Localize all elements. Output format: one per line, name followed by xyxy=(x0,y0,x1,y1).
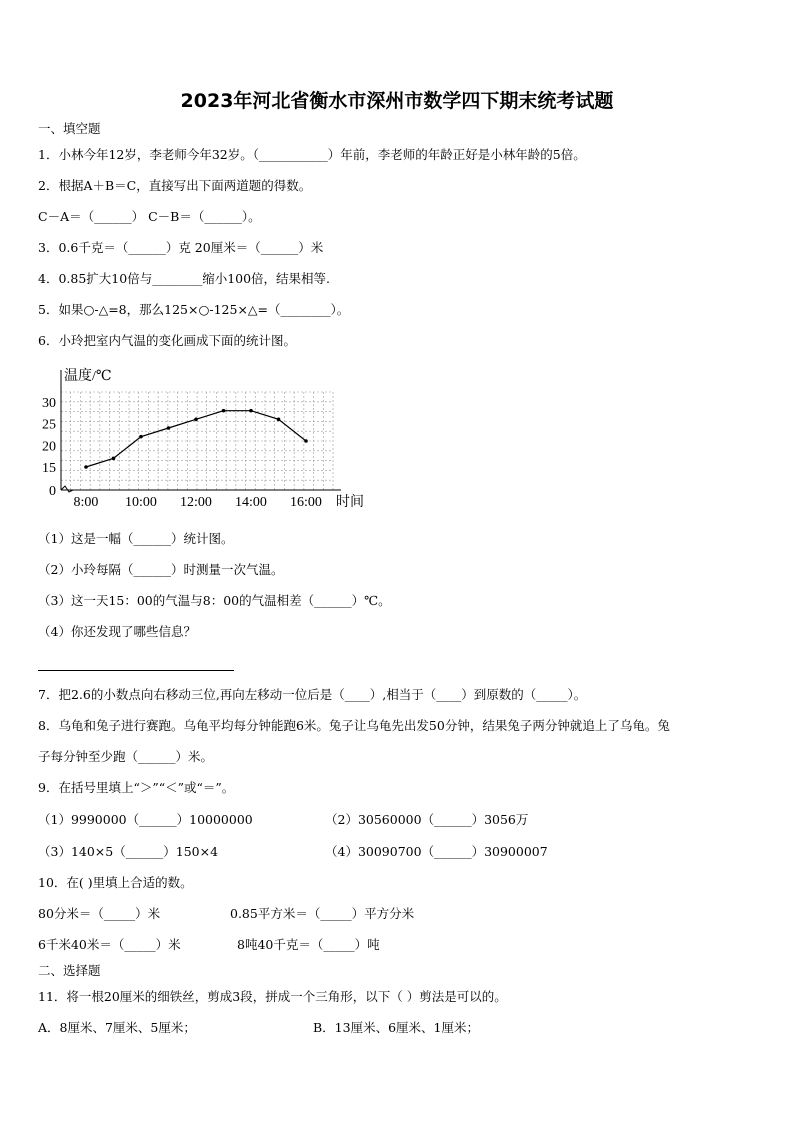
temperature-line-chart xyxy=(38,360,378,515)
question-9-part-2: （2）30560000（______）3056万 xyxy=(325,812,529,827)
chart-data-point xyxy=(167,426,171,430)
chart-x-tick-label: 10:00 xyxy=(125,495,157,510)
question-7: 7．把2.6的小数点向右移动三位,再向左移动一位后是（____）,相当于（____）到原数的（_____）。 xyxy=(38,687,587,702)
chart-data-point xyxy=(277,418,281,422)
question-8-line-2: 子每分钟至少跑（______）米。 xyxy=(38,749,214,764)
chart-data-point xyxy=(222,409,226,413)
section-heading-multiple-choice: 二、选择题 xyxy=(38,963,101,978)
question-9-part-3: （3）140×5（______）150×4 xyxy=(38,844,219,859)
question-2: 2．根据A＋B＝C，直接写出下面两道题的得数。 xyxy=(38,178,312,193)
question-10: 10．在( )里填上合适的数。 xyxy=(38,875,193,890)
chart-data-point xyxy=(304,439,308,443)
chart-y-tick-label: 30 xyxy=(42,396,56,411)
question-3: 3．0.6千克＝（______）克 20厘米＝（______）米 xyxy=(38,240,324,255)
question-6: 6．小玲把室内气温的变化画成下面的统计图。 xyxy=(38,333,296,348)
page-title: 2023年河北省衡水市深州市数学四下期末统考试题 xyxy=(180,90,614,112)
question-9-part-4: （4）30090700（______）30900007 xyxy=(325,844,548,859)
section-heading-fill-blank: 一、填空题 xyxy=(38,121,101,136)
question-10-part-2: 0.85平方米＝（_____）平方分米 xyxy=(230,906,415,921)
question-6-part-4: （4）你还发现了哪些信息？ xyxy=(38,624,196,639)
chart-y-tick-label: 20 xyxy=(42,439,56,455)
question-9: 9．在括号里填上“＞”“＜”或“＝”。 xyxy=(38,780,235,795)
question-6-part-1: （1）这是一幅（______）统计图。 xyxy=(38,531,234,546)
question-4: 4．0.85扩大10倍与________缩小100倍，结果相等. xyxy=(38,271,331,286)
question-1: 1．小林今年12岁，李老师今年32岁。（___________）年前，李老师的年龄正好是小林年龄的5倍。 xyxy=(38,147,586,162)
chart-x-tick-label: 12:00 xyxy=(180,495,212,510)
question-2-answers: C－A＝（______） C－B＝（______）。 xyxy=(38,209,261,224)
question-10-part-3: 6千米40米＝（_____）米 xyxy=(38,937,181,952)
question-11: 11．将一根20厘米的细铁丝，剪成3段，拼成一个三角形，以下（ ）剪法是可以的。 xyxy=(38,989,507,1004)
chart-y-tick-label: 15 xyxy=(42,461,56,476)
chart-data-point xyxy=(112,457,116,461)
chart-x-tick-label: 14:00 xyxy=(235,495,267,510)
chart-data-point xyxy=(84,465,88,469)
chart-y-tick-label: 25 xyxy=(42,417,56,433)
question-8-line-1: 8．乌龟和兔子进行赛跑。乌龟平均每分钟能跑6米。兔子让乌龟先出发50分钟，结果兔子两分钟就追上了乌龟。兔 xyxy=(38,718,670,733)
chart-data-point xyxy=(194,418,198,422)
chart-x-tick-label: 16:00 xyxy=(290,495,322,510)
chart-y-axis-label: 温度/℃ xyxy=(64,369,112,384)
question-11-option-a: A．8厘米、7厘米、5厘米； xyxy=(38,1020,196,1035)
chart-data-point xyxy=(139,435,143,439)
question-5: 5．如果○-△=8，那么125×○-125×△=（________）。 xyxy=(38,302,350,317)
question-11-option-b: B．13厘米、6厘米、1厘米； xyxy=(313,1020,479,1035)
answer-line xyxy=(38,670,234,671)
chart-data-point xyxy=(249,409,253,413)
chart-y-tick-label: 0 xyxy=(49,484,56,499)
question-6-part-2: （2）小玲每隔（______）时测量一次气温。 xyxy=(38,562,284,577)
chart-x-tick-label: 8:00 xyxy=(73,495,99,510)
chart-x-axis-label: 时间 xyxy=(336,495,364,510)
question-6-part-3: （3）这一天15：00的气温与8：00的气温相差（______）℃。 xyxy=(38,593,391,608)
question-10-part-1: 80分米＝（_____）米 xyxy=(38,906,161,921)
chart-grid xyxy=(61,392,333,490)
question-10-part-4: 8吨40千克＝（_____）吨 xyxy=(237,937,380,952)
question-9-part-1: （1）9990000（______）10000000 xyxy=(38,812,253,827)
